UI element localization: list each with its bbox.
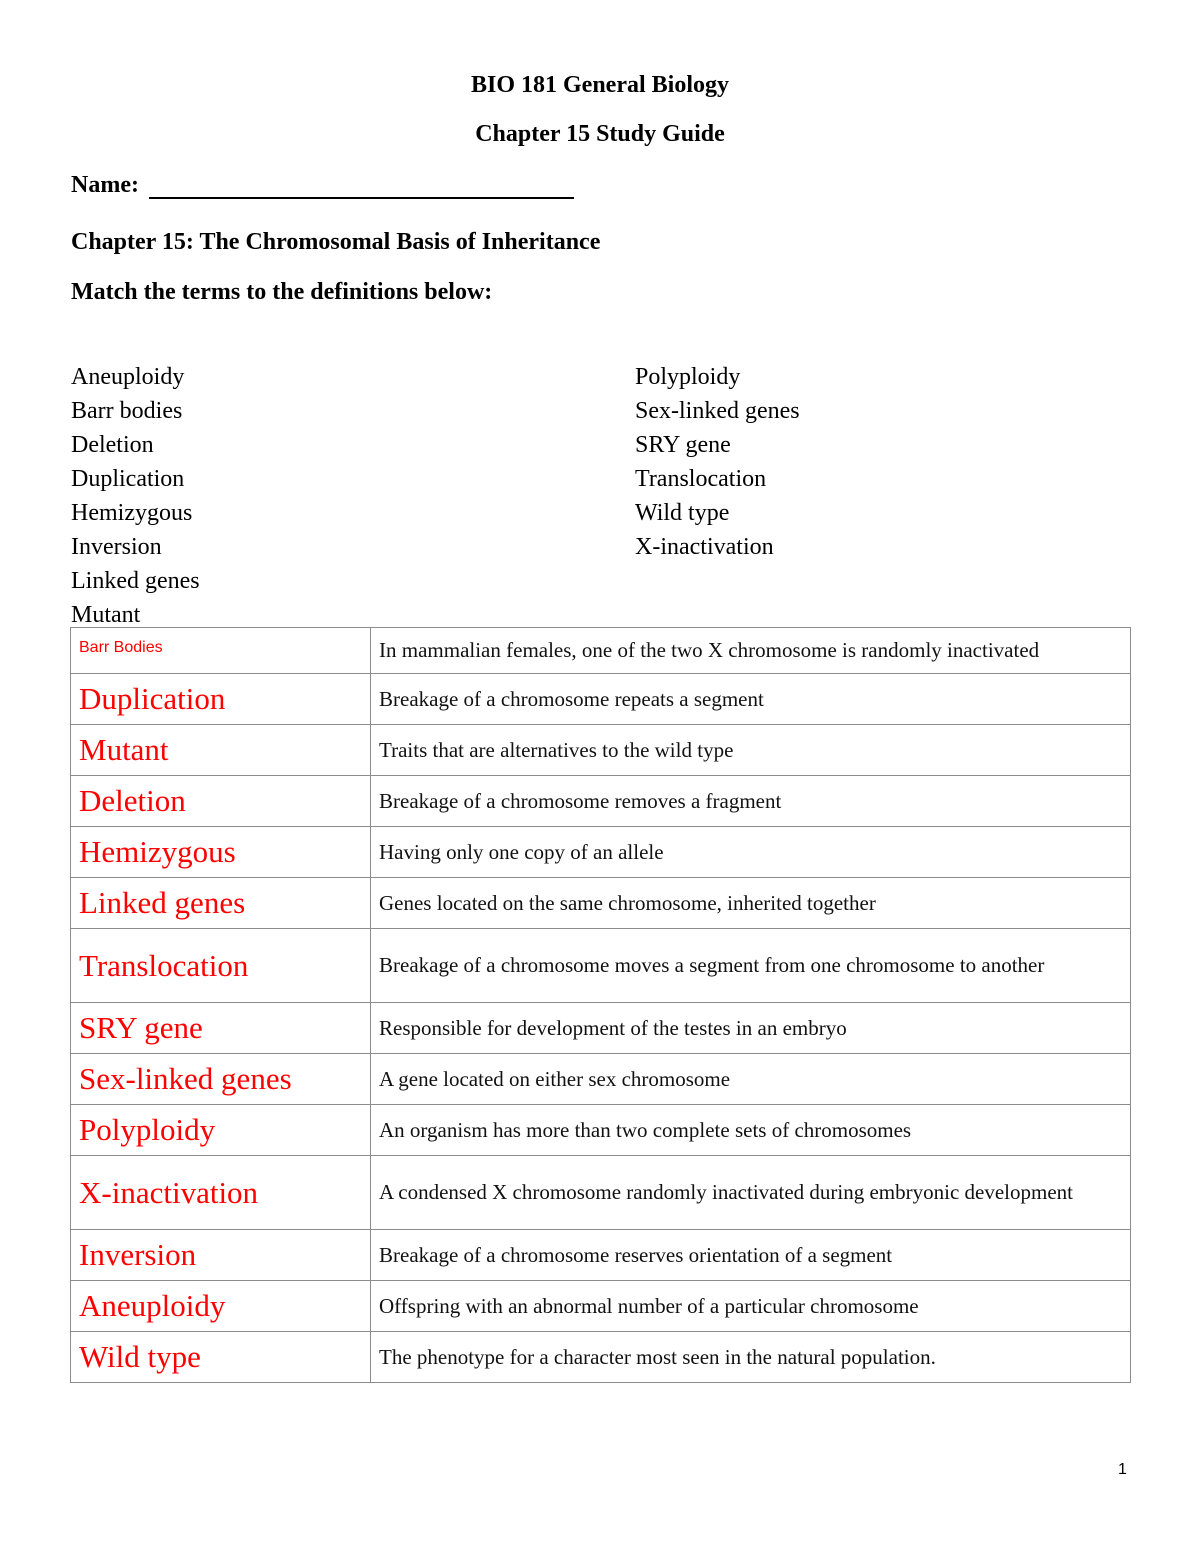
table-row [71,827,1131,878]
definition-cell: Traits that are alternatives to the wild type [371,725,1131,776]
course-title: BIO 181 General Biology [471,72,729,98]
term-list-item: Duplication [71,466,185,492]
table-row [71,878,1131,929]
answer-term-cell[interactable]: Aneuploidy [71,1281,371,1332]
answer-term-cell[interactable]: Inversion [71,1230,371,1281]
definition-cell: Breakage of a chromosome removes a fragment [371,776,1131,827]
term-list-item: Hemizygous [71,500,193,526]
answer-term-cell[interactable]: Linked genes [71,878,371,929]
term-list-item: SRY gene [635,432,731,458]
definition-cell: An organism has more than two complete sets of chromosomes [371,1105,1131,1156]
answer-term-cell[interactable]: Polyploidy [71,1105,371,1156]
definition-cell: Breakage of a chromosome reserves orientation of a segment [371,1230,1131,1281]
term-list-item: Deletion [71,432,154,458]
definition-cell: A gene located on either sex chromosome [371,1054,1131,1105]
answer-term-cell[interactable]: Mutant [71,725,371,776]
definition-cell: A condensed X chromosome randomly inactivated during embryonic development [371,1156,1131,1230]
table-row [71,1105,1131,1156]
table-row [71,1230,1131,1281]
answer-term-cell[interactable]: Wild type [71,1332,371,1383]
answer-term-cell[interactable]: Duplication [71,674,371,725]
table-row [71,1054,1131,1105]
term-list-item: Mutant [71,602,141,628]
study-guide-title: Chapter 15 Study Guide [475,121,725,147]
matching-table [70,627,1131,1383]
table-row [71,1156,1131,1230]
answer-term-cell[interactable]: Translocation [71,929,371,1003]
definition-cell: Breakage of a chromosome repeats a segment [371,674,1131,725]
term-list-right [635,360,800,564]
answer-term-cell[interactable]: Barr Bodies [71,628,371,674]
term-list-item: Linked genes [71,568,200,594]
term-list-item: Wild type [635,500,730,526]
answer-term-cell[interactable]: Hemizygous [71,827,371,878]
answer-term-cell[interactable]: Sex-linked genes [71,1054,371,1105]
answer-term-cell[interactable]: SRY gene [71,1003,371,1054]
term-list-item: X-inactivation [635,534,774,560]
table-row [71,1281,1131,1332]
table-row [71,1003,1131,1054]
definition-cell: Having only one copy of an allele [371,827,1131,878]
term-list-item: Polyploidy [635,364,741,390]
page-number: 1 [1118,1461,1127,1478]
term-list-item: Inversion [71,534,162,560]
table-row [71,725,1131,776]
answer-term-cell[interactable]: X-inactivation [71,1156,371,1230]
instructions: Match the terms to the definitions below: [71,279,493,305]
term-list-item: Sex-linked genes [635,398,800,424]
name-blank-line[interactable] [149,171,574,199]
term-list-item: Aneuploidy [71,364,185,390]
table-row [71,929,1131,1003]
chapter-heading: Chapter 15: The Chromosomal Basis of Inheritance [71,229,601,255]
name-row [71,171,574,199]
term-list-item: Barr bodies [71,398,183,424]
answer-term-cell[interactable]: Deletion [71,776,371,827]
definition-cell: Offspring with an abnormal number of a particular chromosome [371,1281,1131,1332]
table-row [71,1332,1131,1383]
definition-cell: Responsible for development of the testes in an embryo [371,1003,1131,1054]
definition-cell: Breakage of a chromosome moves a segment from one chromosome to another [371,929,1131,1003]
table-row [71,674,1131,725]
table-row [71,776,1131,827]
term-list-left [71,360,200,632]
table-row [71,628,1131,674]
definition-cell: In mammalian females, one of the two X chromosome is randomly inactivated [371,628,1131,674]
name-label: Name: [71,172,139,198]
definition-cell: Genes located on the same chromosome, inherited together [371,878,1131,929]
definition-cell: The phenotype for a character most seen in the natural population. [371,1332,1131,1383]
term-list-item: Translocation [635,466,767,492]
